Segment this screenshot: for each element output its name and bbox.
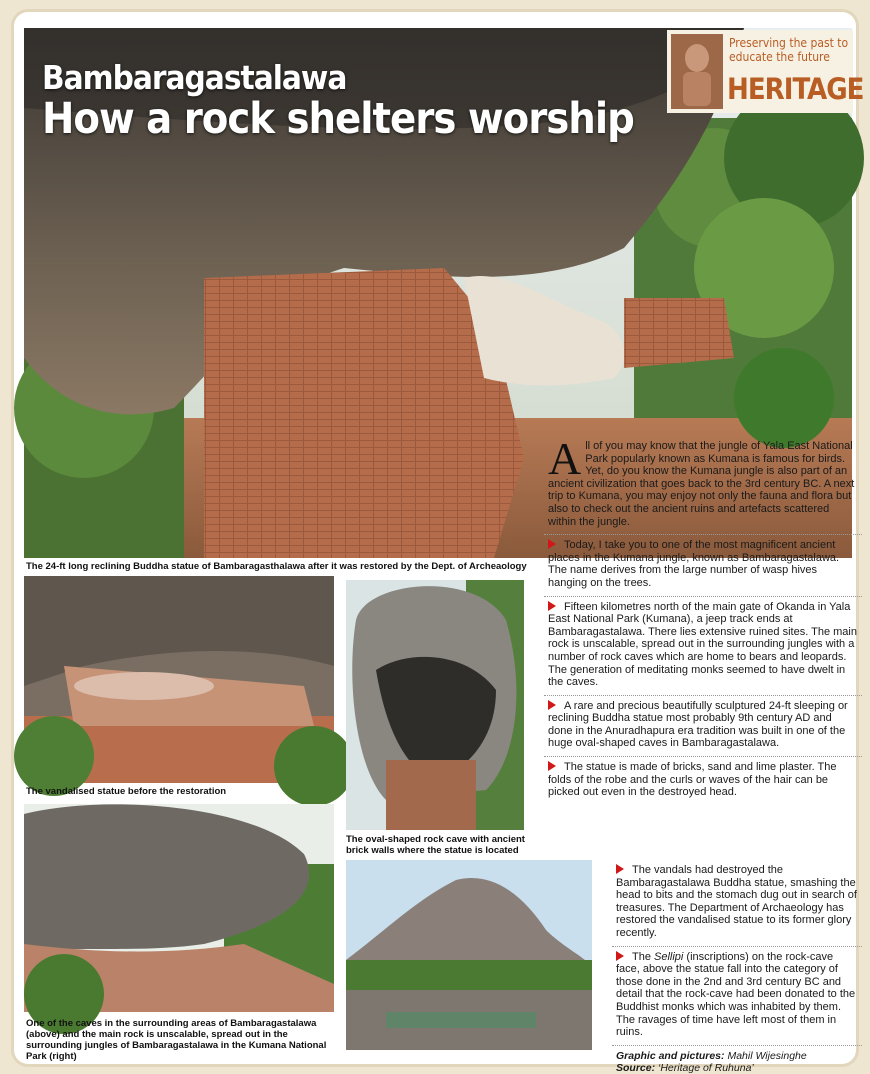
headline-block xyxy=(42,60,634,142)
headline-kicker: Bambaragastalawa xyxy=(42,58,347,97)
headline-title: How a rock shelters worship xyxy=(42,94,634,144)
article-paragraph: The statue is made of bricks, sand and lime plaster. The folds of the robe and the curls or waves of the hair can be picked out even in the destroyed head. xyxy=(548,761,837,799)
red-triangle-bullet-icon xyxy=(616,864,624,874)
drop-cap: A xyxy=(548,433,582,484)
red-triangle-bullet-icon xyxy=(548,761,556,771)
photo-main-rock xyxy=(346,860,592,1050)
caves-caption: One of the caves in the surrounding areas of Bambaragastalawa (above) and the main rock is unscalable, spread out in the surrounding jungles of Bambaragastalawa in the Kumana National Park (right) xyxy=(26,1018,327,1062)
photo-surrounding-cave xyxy=(24,804,334,1012)
article-paragraph: The vandals had destroyed the Bambaragastalawa Buddha statue, smashing the head to bits and the stomach dug out in search of treasures. The Department of Archaeology has restored the vandalised statue to its former glory recently. xyxy=(612,860,862,947)
article-column-continued xyxy=(612,860,862,1074)
credits: Graphic and pictures: Mahil Wijesinghe Source: ‘Heritage of Ruhuna’ xyxy=(616,1049,807,1074)
vandalised-caption: The vandalised statue before the restoration xyxy=(26,786,227,797)
newspaper-page xyxy=(14,12,864,1074)
photo-oval-cave xyxy=(346,580,524,830)
photo-vandalised-statue xyxy=(24,576,334,783)
article-paragraph: A rare and precious beautifully sculptured 24-ft sleeping or reclining Buddha statue most probably 9th century AD and done in the Anuradhapura era tradition was built in one of the huge oval-shaped caves in Bambaragastalawa. xyxy=(544,696,862,757)
heritage-thumbnail-statue xyxy=(671,34,723,109)
red-triangle-bullet-icon xyxy=(548,539,556,549)
article-paragraph: The Sellipi (inscriptions) on the rock-cave face, above the statue fall into the category of those done in the 2nd and 3rd century BC and detail that the rock-cave had been donated to the Buddhist monks which was inhabited by them. The ravages of time have left most of them in ruins. xyxy=(612,947,862,1046)
section-name: HERITAGE xyxy=(727,72,864,106)
article-paragraph: Today, I take you to one of the most magnificent ancient places in the Kumana jungle, known as Bambaragastalawa. The name derives from the large number of wasp hives hanging on the trees. xyxy=(544,535,862,596)
red-triangle-bullet-icon xyxy=(616,951,624,961)
red-triangle-bullet-icon xyxy=(548,700,556,710)
oval-cave-caption: The oval-shaped rock cave with ancient brick walls where the statue is located xyxy=(346,834,525,856)
red-triangle-bullet-icon xyxy=(548,601,556,611)
main-photo-caption: The 24-ft long reclining Buddha statue of Bambaragasthalawa after it was restored by the Dept. of Archeaology xyxy=(26,561,527,572)
article-intro: All of you may know that the jungle of Yala East National Park popularly known as Kumana is famous for birds. Yet, do you know the Kumana jungle is also part of an ancient civilization that goes back to the 3rd century BC. A next trip to Kumana, you may enjoy not only the fauna and flora but also to check out the ancient ruins and artefacts scattered within the jungle. xyxy=(544,432,862,535)
article-column xyxy=(544,432,862,805)
section-tagline: Preserving the past to educate the future xyxy=(729,36,849,64)
article-paragraph: Fifteen kilometres north of the main gate of Okanda in Yala East National Park (Kumana), a jeep track ends at Bambaragastalawa. There lies extensive ruined sites. The main rock is unscalable, spread out in the surrounding jungles with a number of rock caves which are home to bears and leopards. The generation of meditating monks seemed to have dwelt in the caves. xyxy=(544,597,862,696)
sellipi-term: Sellipi xyxy=(654,950,684,963)
section-badge xyxy=(667,30,864,113)
